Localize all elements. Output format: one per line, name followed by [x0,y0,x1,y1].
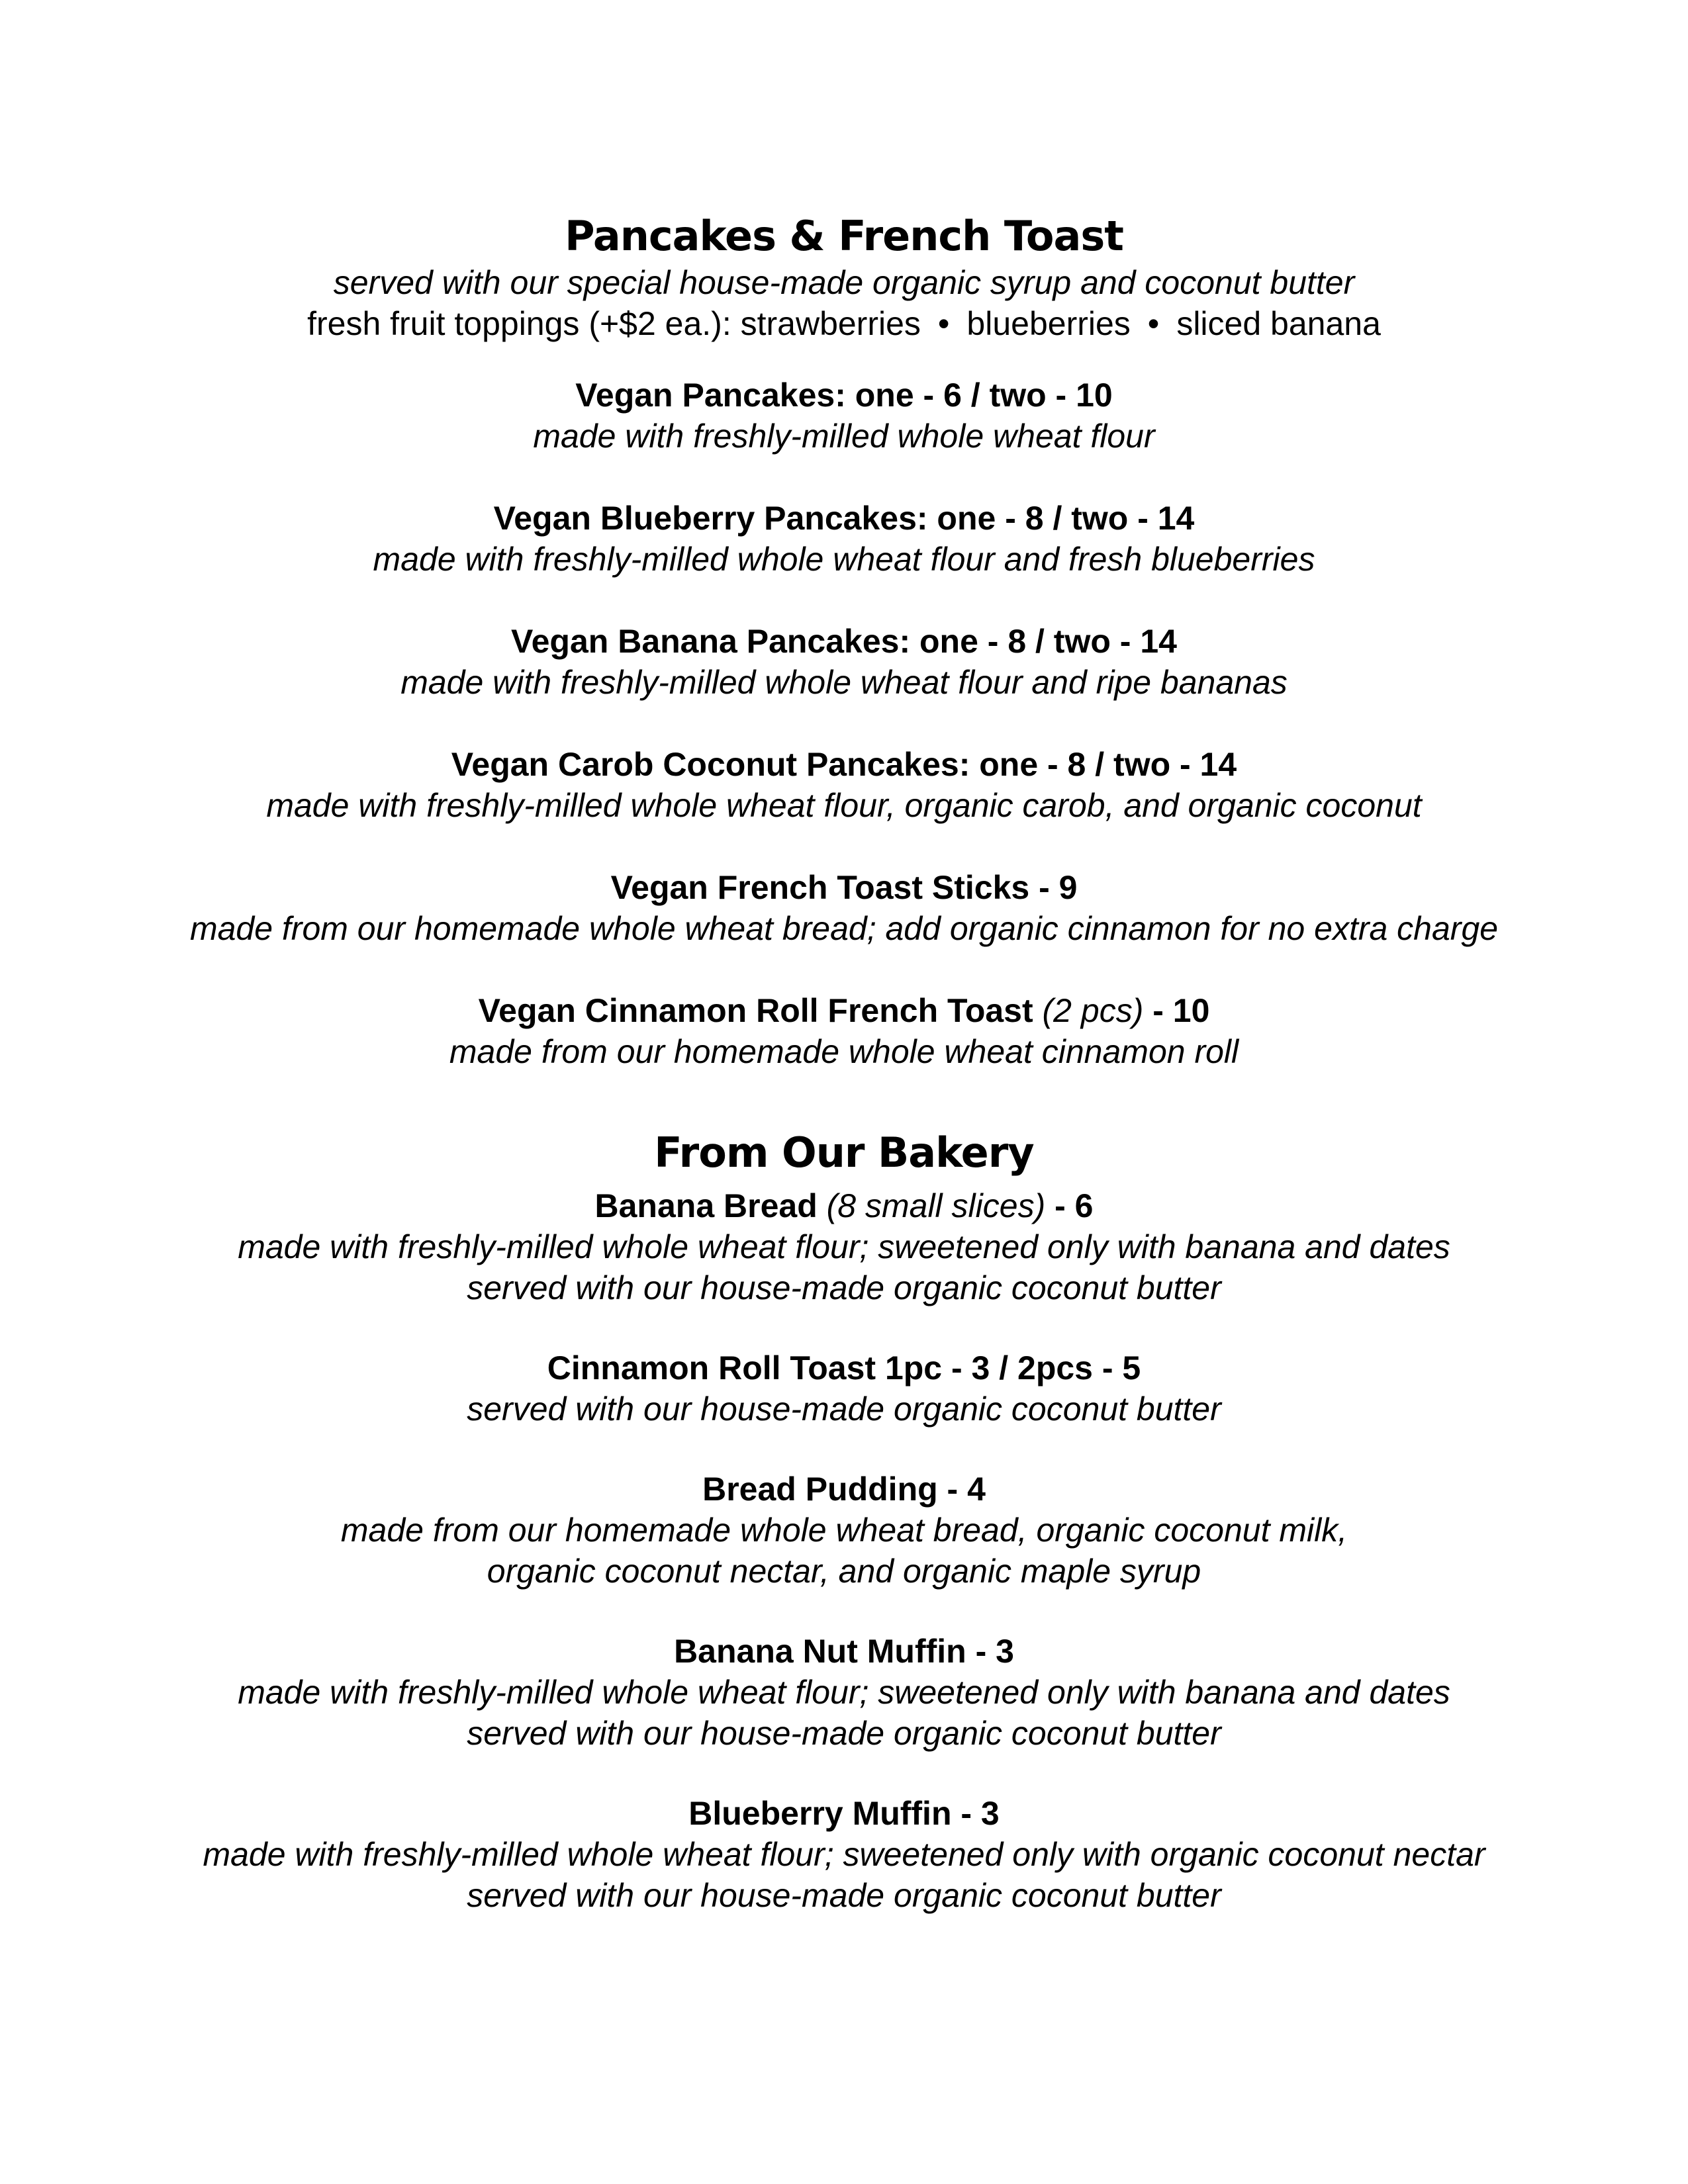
section-title: Pancakes & French Toast [565,212,1123,260]
toppings-label: fresh fruit toppings (+$2 ea.): strawberries [307,305,921,342]
menu-item-name: Vegan Carob Coconut Pancakes: one - 8 / two - 14 [451,746,1237,783]
menu-item [0,1631,1688,1754]
menu-item-title [0,744,1688,785]
menu-items [0,375,1688,1072]
menu-item [0,990,1688,1072]
menu-item-title [0,375,1688,416]
menu-item-description: served with our house-made organic coconut butter [467,1269,1221,1306]
menu-item-title [0,1793,1688,1834]
menu-item-portion-note: (8 small slices) [826,1187,1046,1224]
menu-item-title [0,1631,1688,1672]
section-pancakes-french-toast [0,210,1688,1113]
menu-item-name: Banana Nut Muffin - 3 [674,1633,1014,1670]
menu-item-description: made with freshly-milled whole wheat flour and ripe bananas [400,664,1288,701]
menu-item-description: made with freshly-milled whole wheat flour; sweetened only with organic coconut nectar [203,1836,1485,1873]
menu-item-name: Bread Pudding - 4 [702,1471,986,1508]
section-intro [0,262,1688,344]
toppings-line [0,303,1688,344]
menu-item-description: made from our homemade whole wheat cinnamon roll [449,1033,1239,1070]
menu-item-description: made with freshly-milled whole wheat flour; sweetened only with banana and dates [238,1674,1450,1711]
menu-item-name: Vegan French Toast Sticks - 9 [610,869,1078,906]
menu-item [0,744,1688,826]
menu-item-description: organic coconut nectar, and organic maple syrup [487,1553,1201,1590]
section-title: From Our Bakery [654,1128,1034,1177]
menu-item-price: - 6 [1045,1187,1094,1224]
menu-item [0,1793,1688,1916]
menu-item-price: - 10 [1143,992,1210,1029]
menu-item [0,375,1688,457]
menu-item [0,621,1688,703]
menu-item-name: Cinnamon Roll Toast 1pc - 3 / 2pcs - 5 [547,1349,1141,1387]
menu-item [0,1185,1688,1308]
menu-item-description: served with our house-made organic coconut butter [467,1390,1221,1428]
menu-item-portion-note: (2 pcs) [1042,992,1144,1029]
menu-item [0,1347,1688,1430]
menu-item-description: made from our homemade whole wheat bread; add organic cinnamon for no extra charge [189,910,1499,947]
menu-item [0,1469,1688,1592]
topping-item: blueberries [966,305,1131,342]
menu-item-title [0,1347,1688,1388]
menu-item-description: made from our homemade whole wheat bread, organic coconut milk, [340,1512,1348,1549]
menu-item-name: Blueberry Muffin - 3 [688,1795,1000,1832]
menu-item-description: made with freshly-milled whole wheat flour, organic carob, and organic coconut [266,787,1422,824]
menu-item-description: served with our house-made organic coconut butter [467,1877,1221,1914]
menu-item-description: served with our house-made organic coconut butter [467,1715,1221,1752]
menu-item-title [0,498,1688,539]
menu-item [0,498,1688,580]
menu-item-title [0,621,1688,662]
topping-item: sliced banana [1176,305,1381,342]
menu-item-title [0,1185,1688,1226]
menu-item-name: Vegan Banana Pancakes: one - 8 / two - 14 [511,623,1177,660]
menu-item-title [0,1469,1688,1510]
menu-item [0,867,1688,949]
bullet-separator: • [1147,305,1160,342]
menu-item-name: Banana Bread [594,1187,827,1224]
menu-item-title [0,990,1688,1031]
menu-item-name: Vegan Pancakes: one - 6 / two - 10 [575,377,1113,414]
menu-item-description: made with freshly-milled whole wheat flour [533,418,1155,455]
menu-item-description: made with freshly-milled whole wheat flour and fresh blueberries [373,541,1315,578]
menu-item-name: Vegan Blueberry Pancakes: one - 8 / two - 14 [493,500,1195,537]
menu-items [0,1185,1688,1916]
bullet-separator: • [937,305,950,342]
section-from-our-bakery [0,1127,1688,1955]
menu-item-description: made with freshly-milled whole wheat flour; sweetened only with banana and dates [238,1228,1450,1265]
menu-item-title [0,867,1688,908]
section-subtitle: served with our special house-made organic syrup and coconut butter [333,264,1355,301]
menu-item-name: Vegan Cinnamon Roll French Toast [478,992,1043,1029]
